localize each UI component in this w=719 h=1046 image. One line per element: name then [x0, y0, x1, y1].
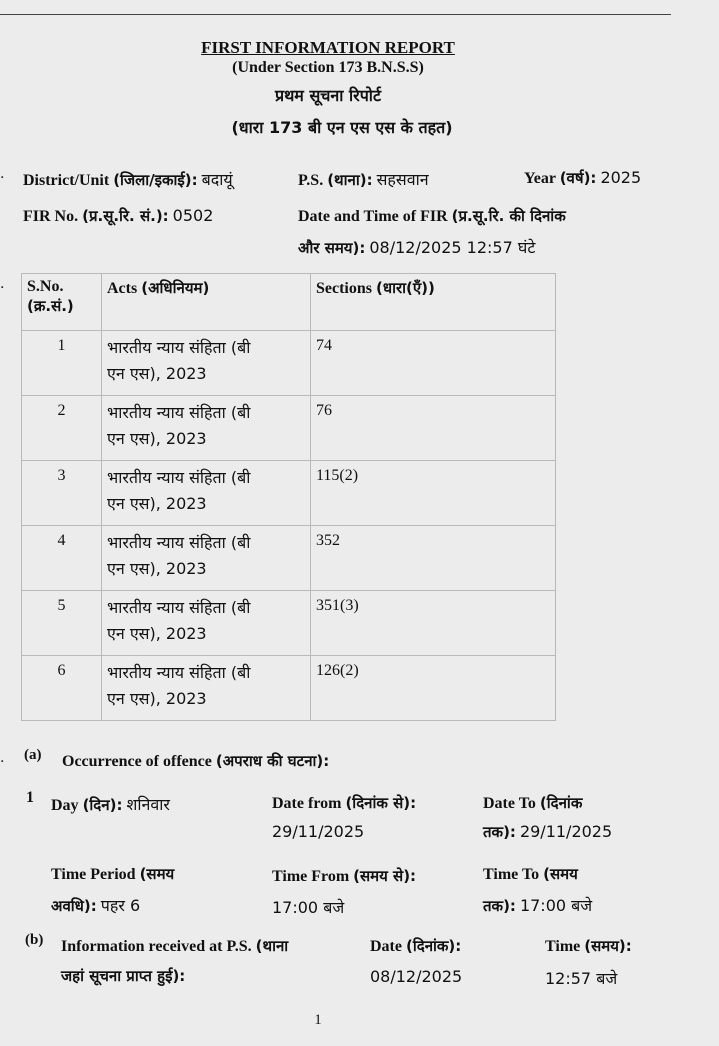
- row-section: 126(2): [311, 656, 556, 721]
- fir-number-field: FIR No. (प्र.सू.रि. सं.): 0502: [23, 206, 214, 225]
- row-sno: 3: [22, 461, 102, 526]
- date-to-label: Date To (दिनांक: [483, 794, 583, 812]
- header-sections: Sections (धारा(एँ)): [311, 274, 556, 331]
- row-sno: 6: [22, 656, 102, 721]
- time-period-label: Time Period (समय: [51, 865, 175, 883]
- page-number: 1: [314, 1012, 322, 1028]
- date-to-field: तक): 29/11/2025: [483, 822, 613, 841]
- part-b-marker: (b): [25, 932, 44, 948]
- row-section: 74: [311, 331, 556, 396]
- section-bullet: .: [0, 166, 5, 182]
- report-title-en: FIRST INFORMATION REPORT: [201, 38, 455, 57]
- time-from-label: Time From (समय से):: [272, 867, 417, 885]
- row-section: 115(2): [311, 461, 556, 526]
- time-to-value: 17:00 बजे: [519, 896, 593, 915]
- acts-table: [21, 273, 556, 721]
- row-sno: 2: [22, 396, 102, 461]
- header-sno: S.No. (क्र.सं.): [22, 274, 102, 331]
- table-row: [22, 591, 556, 656]
- section-bullet: .: [0, 750, 5, 766]
- time-period-value: पहर 6: [100, 896, 141, 915]
- table-row: [22, 526, 556, 591]
- date-to-value: 29/11/2025: [519, 822, 613, 841]
- police-station-field: P.S. (थाना): सहसवान: [298, 170, 429, 189]
- row-act: भारतीय न्याय संहिता (बी एन एस), 2023: [102, 591, 311, 656]
- day-value: शनिवार: [126, 795, 170, 814]
- date-from-label: Date from (दिनांक से):: [272, 794, 417, 812]
- occurrence-item-number: 1: [26, 789, 34, 806]
- info-time-value: 12:57 बजे: [545, 969, 618, 988]
- time-period-field: अवधि): पहर 6: [51, 896, 141, 915]
- row-sno: 1: [22, 331, 102, 396]
- top-rule: [0, 14, 671, 15]
- table-row: [22, 656, 556, 721]
- row-act: भारतीय न्याय संहिता (बी एन एस), 2023: [102, 331, 311, 396]
- part-a-marker: (a): [24, 747, 42, 763]
- year-field: Year (वर्ष): 2025: [524, 168, 642, 187]
- day-field: Day (दिन): शनिवार: [51, 795, 170, 814]
- row-sno: 4: [22, 526, 102, 591]
- report-title-hi: प्रथम सूचना रिपोर्ट: [274, 86, 382, 105]
- district-value: बदायूं: [201, 170, 233, 189]
- occurrence-heading: Occurrence of offence (अपराध की घटना):: [62, 752, 330, 770]
- info-date-label: Date (दिनांक):: [370, 937, 462, 955]
- info-time-label: Time (समय):: [545, 937, 632, 955]
- row-section: 76: [311, 396, 556, 461]
- time-from-value: 17:00 बजे: [272, 898, 345, 917]
- row-sno: 5: [22, 591, 102, 656]
- header-acts: Acts (अधिनियम): [102, 274, 311, 331]
- date-from-value: 29/11/2025: [272, 822, 365, 841]
- fir-number-value: 0502: [172, 206, 214, 225]
- time-to-field: तक): 17:00 बजे: [483, 896, 593, 915]
- report-subtitle-en: (Under Section 173 B.N.S.S): [232, 59, 424, 76]
- info-date-value: 08/12/2025: [370, 967, 463, 986]
- row-act: भारतीय न्याय संहिता (बी एन एस), 2023: [102, 656, 311, 721]
- report-subtitle-hi: (धारा 173 बी एन एस एस के तहत): [231, 118, 453, 137]
- row-section: 352: [311, 526, 556, 591]
- row-section: 351(3): [311, 591, 556, 656]
- info-received-label: Information received at P.S. (थाना: [61, 937, 289, 955]
- row-act: भारतीय न्याय संहिता (बी एन एस), 2023: [102, 461, 311, 526]
- row-act: भारतीय न्याय संहिता (बी एन एस), 2023: [102, 396, 311, 461]
- table-header-row: [22, 274, 556, 331]
- year-value: 2025: [600, 168, 642, 187]
- table-row: [22, 331, 556, 396]
- time-to-label: Time To (समय: [483, 865, 578, 883]
- info-received-label-hi: जहां सूचना प्राप्त हुई):: [61, 967, 186, 985]
- fir-datetime-field: और समय): 08/12/2025 12:57 घंटे: [298, 238, 536, 257]
- section-bullet: .: [0, 276, 5, 292]
- fir-datetime-value: 08/12/2025 12:57 घंटे: [369, 238, 536, 257]
- table-row: [22, 396, 556, 461]
- district-field: District/Unit (जिला/इकाई): बदायूं: [23, 170, 233, 189]
- police-station-value: सहसवान: [376, 170, 429, 189]
- table-row: [22, 461, 556, 526]
- row-act: भारतीय न्याय संहिता (बी एन एस), 2023: [102, 526, 311, 591]
- fir-datetime-label: Date and Time of FIR (प्र.सू.रि. की दिनांक: [298, 207, 566, 225]
